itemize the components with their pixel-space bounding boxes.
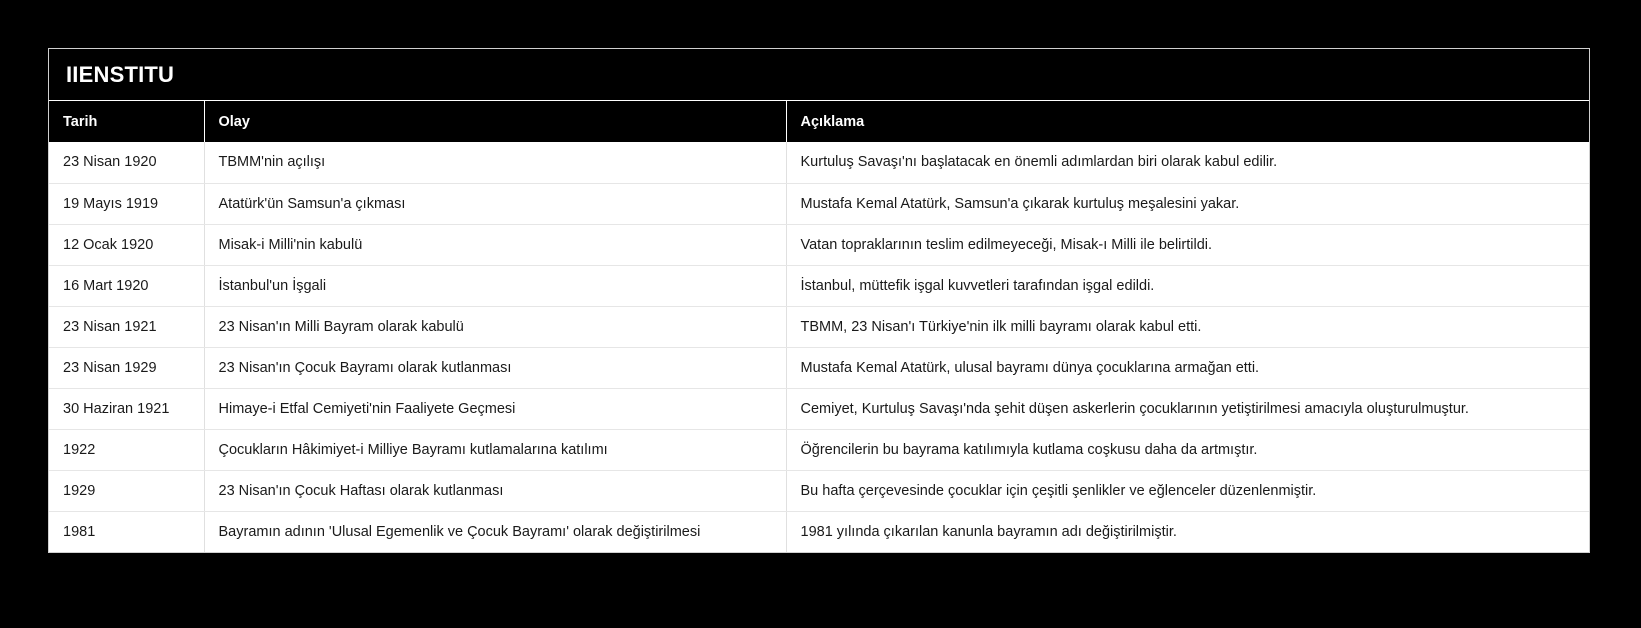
brand-title: IIENSTITU xyxy=(66,61,175,87)
cell-date: 23 Nisan 1921 xyxy=(49,306,204,347)
table-row xyxy=(49,142,1590,183)
cell-desc: Bu hafta çerçevesinde çocuklar için çeşitli şenlikler ve eğlenceler düzenlenmiştir. xyxy=(786,470,1590,511)
timeline-table xyxy=(49,101,1590,552)
cell-event: Misak-i Milli'nin kabulü xyxy=(204,224,786,265)
cell-event: Himaye-i Etfal Cemiyeti'nin Faaliyete Geçmesi xyxy=(204,388,786,429)
column-header-desc[interactable]: Açıklama xyxy=(786,101,1590,142)
cell-event: TBMM'nin açılışı xyxy=(204,142,786,183)
table-row xyxy=(49,429,1590,470)
cell-event: Çocukların Hâkimiyet-i Milliye Bayramı kutlamalarına katılımı xyxy=(204,429,786,470)
cell-date: 1929 xyxy=(49,470,204,511)
cell-event: 23 Nisan'ın Milli Bayram olarak kabulü xyxy=(204,306,786,347)
table-row xyxy=(49,306,1590,347)
cell-date: 23 Nisan 1929 xyxy=(49,347,204,388)
table-row xyxy=(49,511,1590,552)
cell-date: 19 Mayıs 1919 xyxy=(49,183,204,224)
cell-desc: Cemiyet, Kurtuluş Savaşı'nda şehit düşen askerlerin çocuklarının yetiştirilmesi amacıyla oluşturulmuştur. xyxy=(786,388,1590,429)
cell-desc: Mustafa Kemal Atatürk, Samsun'a çıkarak kurtuluş meşalesini yakar. xyxy=(786,183,1590,224)
cell-desc: Mustafa Kemal Atatürk, ulusal bayramı dünya çocuklarına armağan etti. xyxy=(786,347,1590,388)
table-row xyxy=(49,470,1590,511)
table-row xyxy=(49,183,1590,224)
table-row xyxy=(49,265,1590,306)
table-head xyxy=(49,101,1590,142)
column-header-date[interactable]: Tarih xyxy=(49,101,204,142)
cell-event: Atatürk'ün Samsun'a çıkması xyxy=(204,183,786,224)
cell-date: 12 Ocak 1920 xyxy=(49,224,204,265)
table-row xyxy=(49,388,1590,429)
cell-date: 23 Nisan 1920 xyxy=(49,142,204,183)
cell-date: 1981 xyxy=(49,511,204,552)
cell-date: 16 Mart 1920 xyxy=(49,265,204,306)
cell-event: 23 Nisan'ın Çocuk Haftası olarak kutlanması xyxy=(204,470,786,511)
table-header-row xyxy=(49,101,1590,142)
timeline-table-card xyxy=(48,48,1590,553)
cell-desc: Öğrencilerin bu bayrama katılımıyla kutlama coşkusu daha da artmıştır. xyxy=(786,429,1590,470)
cell-desc: Vatan topraklarının teslim edilmeyeceği, Misak-ı Milli ile belirtildi. xyxy=(786,224,1590,265)
cell-date: 1922 xyxy=(49,429,204,470)
table-row xyxy=(49,347,1590,388)
cell-desc: TBMM, 23 Nisan'ı Türkiye'nin ilk milli bayramı olarak kabul etti. xyxy=(786,306,1590,347)
cell-desc: Kurtuluş Savaşı'nı başlatacak en önemli adımlardan biri olarak kabul edilir. xyxy=(786,142,1590,183)
cell-event: İstanbul'un İşgali xyxy=(204,265,786,306)
table-row xyxy=(49,224,1590,265)
cell-desc: 1981 yılında çıkarılan kanunla bayramın adı değiştirilmiştir. xyxy=(786,511,1590,552)
table-body xyxy=(49,142,1590,552)
cell-date: 30 Haziran 1921 xyxy=(49,388,204,429)
cell-event: 23 Nisan'ın Çocuk Bayramı olarak kutlanması xyxy=(204,347,786,388)
cell-desc: İstanbul, müttefik işgal kuvvetleri tarafından işgal edildi. xyxy=(786,265,1590,306)
cell-event: Bayramın adının 'Ulusal Egemenlik ve Çocuk Bayramı' olarak değiştirilmesi xyxy=(204,511,786,552)
brand-bar xyxy=(49,49,1589,101)
column-header-event[interactable]: Olay xyxy=(204,101,786,142)
